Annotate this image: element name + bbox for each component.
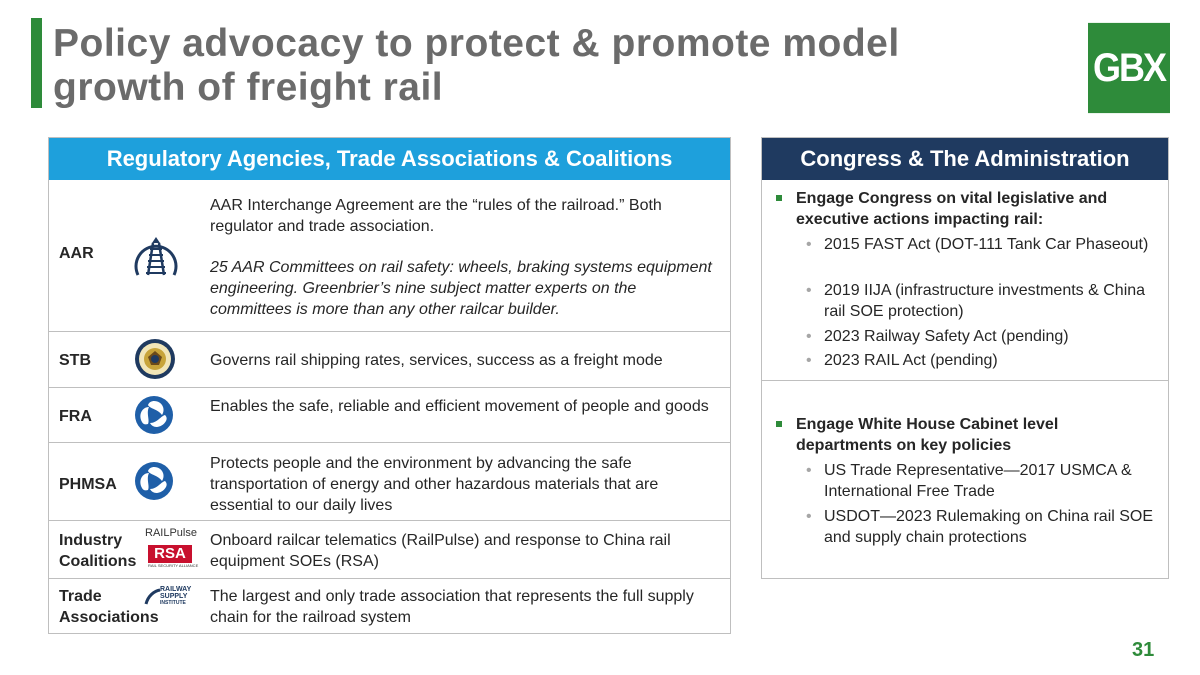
row-label-phmsa: PHMSA [59, 476, 117, 493]
row-label-fra: FRA [59, 408, 92, 425]
table-row-aar [49, 180, 730, 331]
table-row-fra [49, 387, 730, 442]
congress-section [762, 180, 1168, 380]
congress-panel [761, 137, 1169, 579]
row-label-aar: AAR [59, 245, 94, 262]
table-row-phmsa [49, 442, 730, 520]
bullet-dot-icon: • [806, 352, 812, 369]
congress-main-text: Engage Congress on vital legislative and executive actions impacting rail: [796, 190, 1108, 228]
rsi-logo-line3: INSTITUTE [160, 600, 186, 606]
slide-title: Policy advocacy to protect & promote model growth of freight rail [53, 22, 900, 109]
congress-sub-text: 2023 RAIL Act (pending) [824, 352, 998, 369]
row-text-aar: AAR Interchange Agreement are the “rules of the railroad.” Both regulator and trade association. [210, 197, 662, 235]
table-row-trade-associations [49, 578, 730, 633]
square-bullet-icon [776, 195, 782, 201]
agencies-table [48, 137, 731, 634]
row-label-associations: Associations [59, 609, 159, 626]
row-label-coalitions: Coalitions [59, 553, 137, 570]
bullet-dot-icon: • [806, 508, 812, 525]
gbx-logo: GBX [1088, 23, 1170, 113]
stb-seal-icon [134, 338, 176, 385]
bullet-dot-icon: • [806, 328, 812, 345]
row-label-stb: STB [59, 352, 91, 369]
administration-main-text: Engage White House Cabinet level departments on key policies [796, 416, 1059, 454]
rsi-logo-line2: SUPPLY [160, 593, 188, 600]
row-text-industry-coalitions: Onboard railcar telematics (RailPulse) and response to China rail equipment SOEs (RSA) [210, 532, 671, 570]
table-row-industry-coalitions [49, 520, 730, 578]
rsa-logo-subtext: RAIL SECURITY ALLIANCE [148, 563, 199, 568]
row-text-fra: Enables the safe, reliable and efficient movement of people and goods [210, 398, 709, 415]
row-label-industry: Industry [59, 532, 123, 549]
congress-panel-header: Congress & The Administration [762, 138, 1168, 180]
page-number: 31 [1132, 639, 1155, 661]
congress-sub-text: 2023 Railway Safety Act (pending) [824, 328, 1069, 345]
row-text-phmsa: Protects people and the environment by advancing the safe transportation of energy and other hazardous materials that are essential to our daily lives [210, 455, 659, 514]
rsi-logo-line1: RAILWAY [160, 586, 192, 593]
rsa-logo [148, 545, 199, 568]
dot-triskelion-icon [134, 461, 174, 506]
bullet-dot-icon: • [806, 236, 812, 253]
bullet-dot-icon: • [806, 282, 812, 299]
administration-sub-text: USDOT—2023 Rulemaking on China rail SOE and supply chain protections [824, 508, 1154, 546]
table-row-stb [49, 331, 730, 387]
railpulse-logo [145, 527, 197, 539]
administration-sub-text: US Trade Representative—2017 USMCA & International Free Trade [824, 462, 1132, 500]
row-text-stb: Governs rail shipping rates, services, success as a freight mode [210, 352, 663, 369]
congress-sub-text: 2019 IIJA (infrastructure investments & China rail SOE protection) [824, 282, 1146, 320]
railroad-track-icon [134, 235, 178, 286]
agencies-table-header: Regulatory Agencies, Trade Associations & Coalitions [49, 138, 730, 180]
title-accent-bar [31, 18, 42, 108]
railpulse-logo-text: RAILPulse [145, 527, 197, 539]
row-text-trade-associations: The largest and only trade association that represents the full supply chain for the railroad system [210, 588, 694, 626]
congress-sub-text: 2015 FAST Act (DOT-111 Tank Car Phaseout) [824, 236, 1149, 253]
row-text-aar-committees: 25 AAR Committees on rail safety: wheels, braking systems equipment engineering. Greenbrier’s nine subject matter experts on the committees is more than any other railcar builder. [210, 259, 712, 318]
dot-triskelion-icon [134, 395, 174, 440]
row-label-trade: Trade [59, 588, 102, 605]
administration-section [762, 380, 1168, 578]
bullet-dot-icon: • [806, 462, 812, 479]
rsa-logo-text: RSA [148, 545, 192, 563]
square-bullet-icon [776, 421, 782, 427]
